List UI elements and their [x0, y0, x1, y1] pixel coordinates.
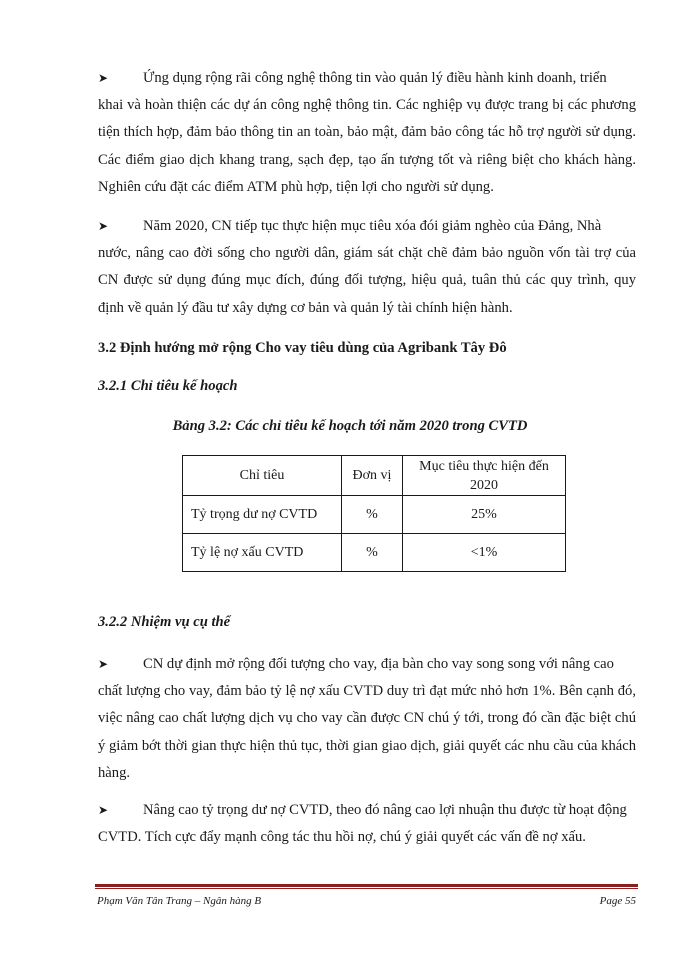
arrowhead-bullet-icon: ➤ — [98, 219, 109, 233]
table-cell: <1% — [403, 534, 566, 572]
paragraph-3-lead: CN dự định mở rộng đối tượng cho vay, địa bàn cho vay song song với nâng cao — [143, 656, 614, 672]
table-cell: Tỷ lệ nợ xấu CVTD — [183, 534, 342, 572]
footer-author: Phạm Văn Tân Trang – Ngân hàng B — [97, 895, 262, 907]
paragraph-2-body: nước, nâng cao đời sống cho người dân, giám sát chặt chẽ đảm bảo nguồn vốn tài trợ của CN được sử dụng đúng mục đích, đúng đối tượng, hiệu quả, tuân thủ các quy trình, quy định về quản lý đầu tư xây dựng cơ bản và quản lý tài chính hiện hành. — [98, 245, 636, 316]
table-row — [183, 496, 566, 534]
arrowhead-bullet-icon: ➤ — [98, 71, 109, 85]
table-cell: Tỷ trọng dư nợ CVTD — [183, 496, 342, 534]
table-cell: % — [342, 496, 403, 534]
paragraph-2-lead: Năm 2020, CN tiếp tục thực hiện mục tiêu xóa đói giảm nghèo của Đảng, Nhà — [143, 218, 602, 234]
subsection-heading-2: 3.2.2 Nhiệm vụ cụ thể — [98, 614, 231, 630]
table-header-cell: Mục tiêu thực hiện đến 2020 — [403, 456, 566, 496]
table-cell: % — [342, 534, 403, 572]
paragraph-4 — [98, 797, 636, 851]
footer-divider — [95, 884, 638, 887]
paragraph-1-lead: Ứng dụng rộng rãi công nghệ thông tin vào quản lý điều hành kinh doanh, triển — [143, 70, 607, 86]
section-heading: 3.2 Định hướng mở rộng Cho vay tiêu dùng của Agribank Tây Đô — [98, 340, 507, 356]
paragraph-1-body: khai và hoàn thiện các dự án công nghệ thông tin. Các nghiệp vụ được trang bị các phương tiện thích hợp, đảm bảo thông tin an toàn, bảo mật, đảm bảo công tác hỗ trợ người sử dụng. Các điểm giao dịch khang trang, sạch đẹp, tạo ấn tượng tốt và riêng biệt cho khách hàng. Nghiên cứu đặt các điểm ATM phù hợp, tiện lợi cho người sử dụng. — [98, 97, 636, 195]
paragraph-4-lead: Nâng cao tỷ trọng dư nợ CVTD, theo đó nâng cao lợi nhuận thu được từ hoạt động — [143, 802, 627, 818]
table-header-cell: Chỉ tiêu — [183, 456, 342, 496]
table-row — [183, 534, 566, 572]
arrowhead-bullet-icon: ➤ — [98, 803, 109, 817]
table-header-cell: Đơn vị — [342, 456, 403, 496]
table-cell: 25% — [403, 496, 566, 534]
subsection-heading-1: 3.2.1 Chỉ tiêu kế hoạch — [98, 378, 238, 394]
table-caption: Bảng 3.2: Các chỉ tiêu kế hoạch tới năm 2020 trong CVTD — [172, 418, 528, 434]
footer-divider-thin — [95, 888, 638, 889]
paragraph-2 — [98, 213, 636, 322]
plan-table — [182, 455, 566, 572]
paragraph-4-body: CVTD. Tích cực đẩy mạnh công tác thu hồi nợ, chú ý giải quyết các vấn đề nợ xấu. — [98, 829, 586, 846]
paragraph-1 — [98, 65, 636, 201]
paragraph-3 — [98, 651, 636, 787]
paragraph-3-body: chất lượng cho vay, đảm bảo tỷ lệ nợ xấu CVTD duy trì đạt mức nhỏ hơn 1%. Bên cạnh đó, việc nâng cao chất lượng dịch vụ cho vay cần được CN chú ý tới, trong đó cần đặc biệt chú ý giảm bớt thời gian thực hiện thủ tục, thời gian giao dịch, giải quyết các nhu cầu của khách hàng. — [98, 683, 636, 781]
arrowhead-bullet-icon: ➤ — [98, 657, 109, 671]
page-number: Page 55 — [599, 895, 636, 907]
table-header-row — [183, 456, 566, 496]
